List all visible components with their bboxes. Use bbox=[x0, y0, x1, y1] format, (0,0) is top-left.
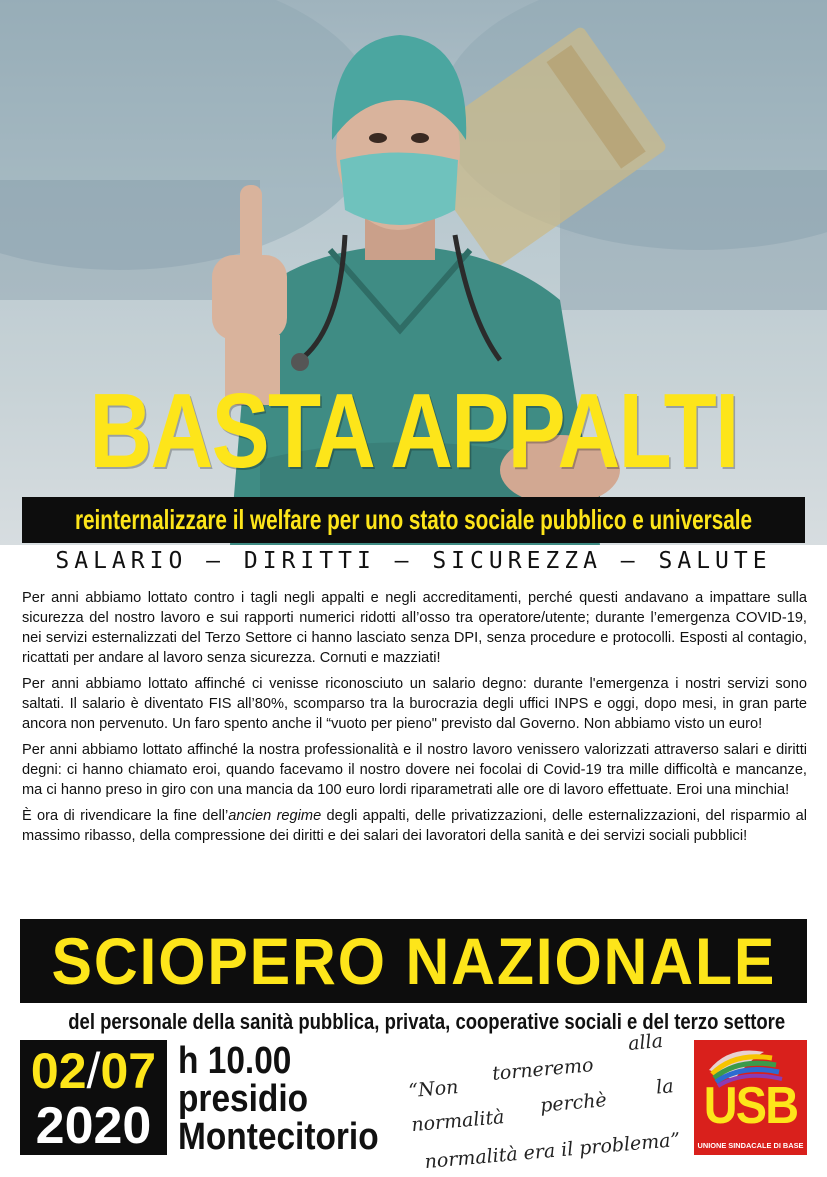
logo-subtitle: UNIONE SINDACALE DI BASE bbox=[697, 1141, 804, 1150]
date-day: 02 bbox=[30, 1043, 87, 1099]
subheadline-banner bbox=[22, 497, 805, 543]
quote-word: normalità bbox=[410, 1106, 506, 1137]
date-month: 07 bbox=[100, 1043, 157, 1099]
paragraph-1: Per anni abbiamo lottato contro i tagli negli appalti e negli accreditamenti, perché questi andavano a impattare sulla sicurezza del nostro lavoro e sui rapporti numerici ridotti all’osso tra operatore/utente; durante l’emergenza COVID-19, nei servizi esternalizzati del Terzo Settore ci hanno lasciato senza DPI, senza procedure e protocolli. Esposti al contagio, ricattati per andare al lavoro senza sicurezza. Cornuti e mazziati! bbox=[22, 590, 807, 666]
quote-word: normalità era il problema” bbox=[423, 1128, 682, 1174]
event-details bbox=[178, 1042, 406, 1156]
tagline: SALARIO – DIRITTI – SICUREZZA – SALUTE bbox=[55, 548, 772, 574]
quote-word: “Non bbox=[407, 1075, 460, 1103]
paragraph-4-end: degli appalti, delle privatizzazioni, delle esternalizzazioni, del risparmio al massimo ribasso, della compressione dei diritti e dei salari dei lavoratori della sanità e dei servizi sociali pubblici! bbox=[22, 808, 807, 844]
handwritten-quote bbox=[400, 1028, 700, 1177]
date-slash: / bbox=[86, 1043, 101, 1099]
headline: BASTA APPALTI bbox=[89, 372, 738, 490]
event-type: presidio bbox=[178, 1078, 309, 1120]
quote-word: alla bbox=[627, 1029, 664, 1055]
logo-name: USB bbox=[703, 1077, 798, 1135]
date-year: 2020 bbox=[35, 1097, 152, 1155]
usb-logo bbox=[694, 1040, 807, 1155]
body-copy bbox=[22, 588, 807, 852]
paragraph-4 bbox=[22, 806, 807, 846]
strike-subtitle: del personale della sanità pubblica, privata, cooperative sociali e del terzo settore bbox=[68, 1009, 786, 1034]
paragraph-3: Per anni abbiamo lottato affinché la nostra professionalità e il nostro lavoro venissero valorizzati attraverso salari e diritti degni: ci hanno chiamato eroi, quando facevamo il nostro dovere nei focolai di Covid-19 tra mille difficoltà e mancanze, ma ci hanno preso in giro con una mancia da 100 euro lordi riparametrati alle ore di lavoro effettuate. Eroi una minchia! bbox=[22, 742, 807, 798]
quote-word: torneremo bbox=[491, 1054, 595, 1085]
quote-word: la bbox=[655, 1075, 675, 1099]
strike-subtitle-line bbox=[0, 1009, 827, 1035]
strike-banner bbox=[20, 919, 807, 1003]
subheadline: reinternalizzare il welfare per uno stato sociale pubblico e universale bbox=[74, 504, 753, 535]
paragraph-4-start: È ora di rivendicare la fine dell’ bbox=[22, 808, 229, 824]
date-day-month bbox=[20, 1042, 167, 1100]
event-place: Montecitorio bbox=[178, 1116, 379, 1158]
strike-title: SCIOPERO NAZIONALE bbox=[51, 924, 776, 998]
paragraph-2: Per anni abbiamo lottato affinché ci venisse riconosciuto un salario degno: durante l'emergenza i nostri servizi sono saltati. Il salario è diventato FIS all’80%, scomparso tra la burocrazia degli uffici INPS e oggi, dopo mesi, in gran parte ancora non pervenuto. Un faro spento anche il “vuoto per pieno" previsto dal Governo. Non abbiamo visto un euro! bbox=[22, 676, 807, 732]
quote-word: perchè bbox=[539, 1089, 608, 1117]
date-box bbox=[20, 1040, 167, 1155]
paragraph-4-italic: ancien regime bbox=[228, 808, 322, 824]
event-time: h 10.00 bbox=[178, 1040, 292, 1082]
